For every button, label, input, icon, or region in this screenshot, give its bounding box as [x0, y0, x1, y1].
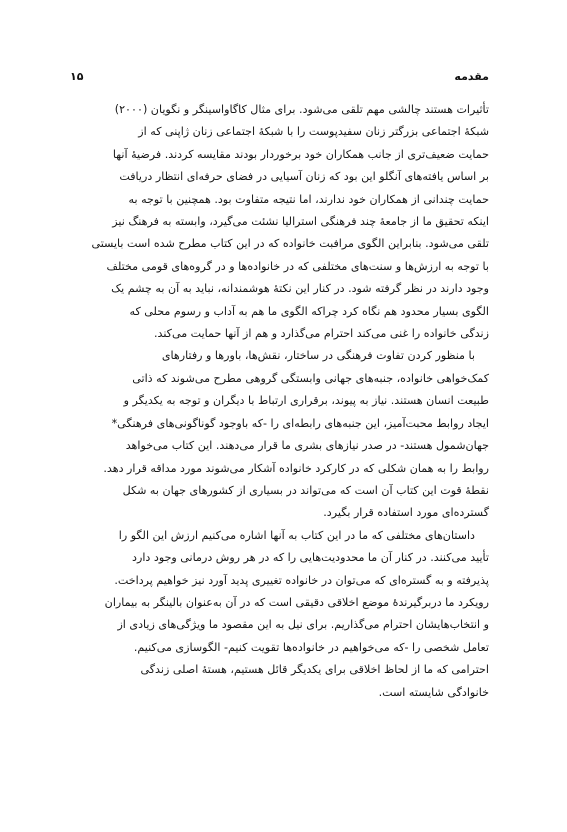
- text-line: و انتخاب‌هایشان احترام می‌گذاریم. برای نیل به این مقصود ما ویژگی‌های زیادی از: [117, 618, 489, 632]
- text-line: تعامل شخصی را -که می‌خواهیم در خانواده‌ها تقویت کنیم- الگوسازی می‌کنیم.: [133, 640, 489, 654]
- body-text: [69, 99, 489, 704]
- text-line: با منظور کردن تفاوت فرهنگی در ساختار، نقش‌ها، باورها و رفتارهای: [161, 349, 475, 363]
- text-line: شبکهٔ اجتماعی بزرگتر زنان سفیدپوست را با شبکهٔ اجتماعی زنان ژاپنی که از: [138, 125, 489, 139]
- text-line: گسترده‌ای مورد استفاده قرار بگیرد.: [323, 506, 489, 520]
- text-line: حمایت چندانی از همکاران خود ندارند، اما نتیجه متفاوت بود. همچنین با توجه به: [128, 192, 489, 206]
- text-line: تلقی می‌شود. بنابراین الگوی مرافبت خانواده که در این کتاب مطرح شده است بایستی: [91, 237, 489, 251]
- text-line: احترامی که ما از لحاظ اخلاقی برای یکدیگر قائل هستیم، هستهٔ اصلی زندگی: [140, 663, 489, 677]
- chapter-title: مقدمه: [454, 69, 489, 83]
- text-line: با توجه به ارزش‌ها و سنت‌های مختلفی که در خانواده‌ها و در گروه‌های قومی مختلف: [106, 259, 489, 273]
- paragraph: [69, 525, 489, 704]
- text-line: طبیعت انسان هستند. نیاز به پیوند، برقراری ارتباط با دیگران و توجه به یکدیگر و: [123, 394, 489, 408]
- paragraph: [69, 99, 489, 345]
- text-line: رویکرد ما دربرگیرندهٔ موضع اخلاقی دقیقی است که در آن به‌عنوان بالینگر به بیماران: [104, 595, 489, 609]
- text-line: وجود دارند در نظر گرفته شود. در کنار این نکتهٔ هوشمندانه، نباید به آن به چشم یک: [111, 282, 489, 296]
- text-line: ایجاد روابط محبت‌آمیز، این جنبه‌های رابطه‌ای را -که باوجود گوناگونی‌های فرهنگی*: [111, 416, 489, 430]
- text-line: تأیید می‌کنند. در کنار آن ما محدودیت‌هایی را که در هر روش درمانی وجود دارد: [132, 551, 489, 565]
- running-header: [70, 66, 489, 86]
- text-line: کمک‌خواهی خانواده، جنبه‌های جهانی وابستگی گروهی مطرح می‌شوند که ذاتی: [132, 371, 489, 385]
- text-line: داستان‌های مختلفی که ما در این کتاب به آنها اشاره می‌کنیم ارزش این الگو را: [118, 528, 475, 542]
- text-line: بر اساس یافته‌های آنگلو این بود که زنان آسیایی در فضای حرفه‌ای انتظار دریافت: [119, 170, 489, 184]
- text-line: نقطهٔ قوت این کتاب آن است که می‌تواند در بسیاری از کشورهای جهان به شکل: [122, 483, 489, 497]
- text-line: الگوی بسیار محدود هم نگاه کرد چراکه الگوی ما هم به آداب و رسوم محلی که: [129, 304, 489, 318]
- text-line: پذیرفته و به گستره‌ای که می‌توان در خانواده تغییری پدید آورد نیز خواهیم پرداخت.: [114, 573, 489, 587]
- text-line: زندگی خانواده را غنی می‌کند احترام می‌گذارد و هم از آنها حمایت می‌کند.: [153, 327, 489, 341]
- paragraph: [69, 345, 489, 524]
- text-line: حمایت ضعیف‌تری از جانب همکاران خود برخوردار بودند مقایسه کردند. فرضیهٔ آنها: [112, 147, 489, 161]
- text-line: روابط را به همان شکلی که در کارکرد خانواده آشکار می‌شوند مورد مداقه قرار دهد.: [103, 461, 489, 475]
- text-line: تأثیرات هستند چالشی مهم تلقی می‌شود. برای مثال کاگاواسینگر و نگویان (۲۰۰۰): [114, 103, 489, 116]
- text-line: خانوادگی شایسته است.: [378, 685, 489, 699]
- text-line: اینکه تحقیق ما از جامعهٔ چند فرهنگی استرالیا نشئت می‌گیرد، وابسته به فرهنگ نیز: [112, 215, 489, 229]
- text-line: جهان‌شمول هستند- در صدر نیازهای بشری ما قرار می‌دهند. این کتاب می‌خواهد: [125, 439, 489, 453]
- page-number: ۱۵: [70, 69, 84, 83]
